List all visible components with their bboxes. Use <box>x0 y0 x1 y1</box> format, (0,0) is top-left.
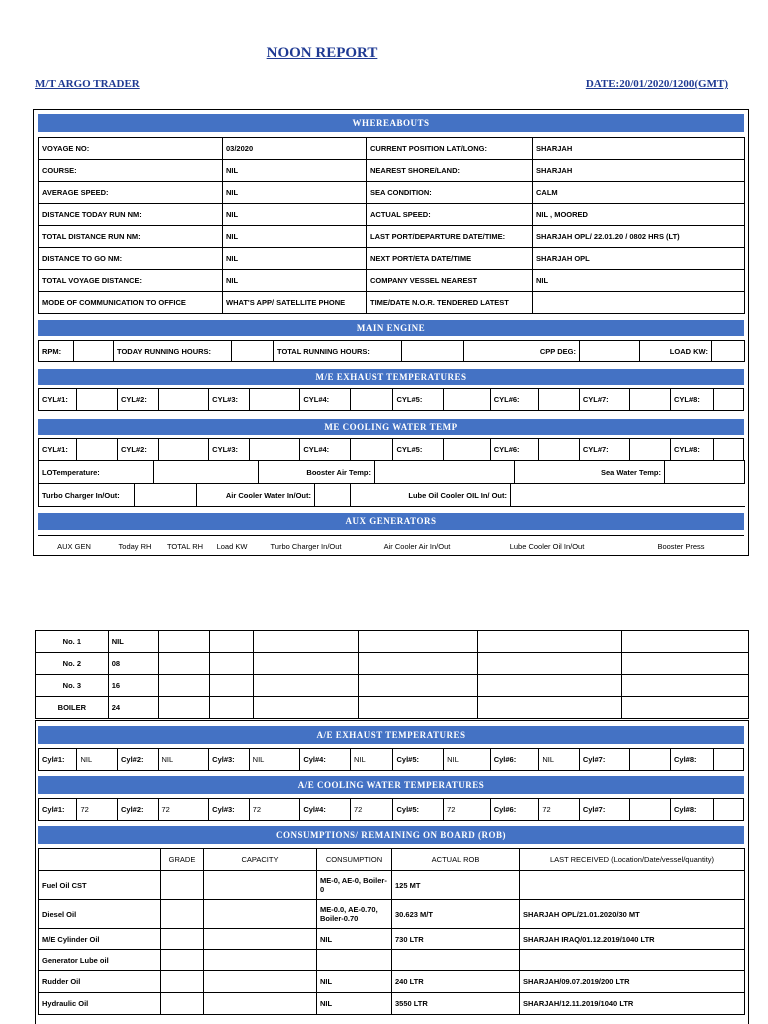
aux-gen-name: BOILER <box>36 697 109 719</box>
whereabouts-value[interactable]: SHARJAH OPL/ 22.01.20 / 0802 HRS (LT) <box>533 226 745 248</box>
me-exhaust-cyl-label: CYL#3: <box>209 389 250 411</box>
me-cooling-heading: ME COOLING WATER TEMP <box>38 419 744 435</box>
whereabouts-label: SEA CONDITION: <box>367 182 533 204</box>
aux-row <box>36 697 749 719</box>
me-cooling-cyl-value[interactable] <box>539 439 580 461</box>
me-cooling-cyl-value[interactable] <box>249 439 300 461</box>
ae-cooling-table <box>38 798 744 821</box>
me-exhaust-cyl-value[interactable] <box>350 389 393 411</box>
me-cooling-cyl-value[interactable] <box>444 439 491 461</box>
rob-item-name: Hydraulic Oil <box>39 993 161 1015</box>
rob-cell[interactable]: 730 LTR <box>392 929 520 950</box>
whereabouts-row <box>39 226 745 248</box>
aux-column-header: AUX GEN <box>38 536 110 557</box>
whereabouts-value[interactable]: 03/2020 <box>223 138 367 160</box>
aux-generators-heading: AUX GENERATORS <box>38 513 744 530</box>
lo-temperature-value[interactable] <box>154 461 259 484</box>
aux-cell[interactable] <box>254 697 359 719</box>
rob-cell[interactable]: SHARJAH IRAQ/01.12.2019/1040 LTR <box>520 929 745 950</box>
whereabouts-label: NEXT PORT/ETA DATE/TIME <box>367 248 533 270</box>
aux-column-header: Lube Cooler Oil In/Out <box>476 536 618 557</box>
me-load-label: LOAD KW: <box>640 341 712 362</box>
me-exhaust-table <box>38 388 744 411</box>
turbo-charger-label: Turbo Charger In/Out: <box>39 484 135 507</box>
rob-row <box>39 929 745 950</box>
ae-cooling-cyl-value[interactable]: 72 <box>350 799 393 821</box>
aux-cell[interactable] <box>209 675 253 697</box>
booster-air-temp-label: Booster Air Temp: <box>259 461 375 484</box>
rob-cell[interactable] <box>204 971 317 993</box>
rob-item-name: Fuel Oil CST <box>39 871 161 900</box>
me-rpm-label: RPM: <box>39 341 74 362</box>
me-today-hours-label: TODAY RUNNING HOURS: <box>114 341 232 362</box>
aux-cell[interactable] <box>478 653 621 675</box>
me-total-hours-label: TOTAL RUNNING HOURS: <box>274 341 402 362</box>
me-cooling-cyl-label: CYL#6: <box>490 439 539 461</box>
whereabouts-label: COURSE: <box>39 160 223 182</box>
me-exhaust-cyl-label: CYL#1: <box>39 389 77 411</box>
aux-cell[interactable]: 08 <box>108 653 158 675</box>
me-rpm-value[interactable] <box>74 341 114 362</box>
rob-cell[interactable] <box>317 950 392 971</box>
aux-cell[interactable] <box>621 675 748 697</box>
me-cooling-cyl-label: CYL#4: <box>300 439 351 461</box>
rob-row <box>39 950 745 971</box>
ae-exhaust-table <box>38 748 744 771</box>
aux-cell[interactable] <box>159 697 209 719</box>
aux-cell[interactable] <box>359 697 478 719</box>
aux-cell[interactable] <box>209 631 253 653</box>
me-cooling-cyl-label: CYL#3: <box>209 439 250 461</box>
me-exhaust-cyl-value[interactable] <box>77 389 118 411</box>
me-exhaust-cyl-value[interactable] <box>630 389 671 411</box>
rob-row <box>39 993 745 1015</box>
ae-exhaust-heading: A/E EXHAUST TEMPERATURES <box>38 726 744 744</box>
aux-column-header: Air Cooler Air In/Out <box>358 536 476 557</box>
whereabouts-row <box>39 292 745 314</box>
aux-column-header: Today RH <box>110 536 160 557</box>
rob-cell[interactable] <box>204 993 317 1015</box>
ae-cooling-cyl-label: Cyl#1: <box>39 799 77 821</box>
rob-cell[interactable]: SHARJAH/12.11.2019/1040 LTR <box>520 993 745 1015</box>
rob-cell[interactable] <box>520 871 745 900</box>
aux-cell[interactable] <box>254 653 359 675</box>
rob-cell[interactable]: 3550 LTR <box>392 993 520 1015</box>
ae-exhaust-cyl-label: Cyl#8: <box>671 749 714 771</box>
booster-air-temp-value[interactable] <box>375 461 515 484</box>
aux-row <box>36 631 749 653</box>
rob-cell[interactable] <box>161 950 204 971</box>
ae-cooling-cyl-value[interactable]: 72 <box>539 799 580 821</box>
ae-cooling-cyl-label: Cyl#5: <box>393 799 444 821</box>
me-coolers-table <box>38 483 745 507</box>
me-load-value[interactable] <box>712 341 745 362</box>
ae-cooling-cyl-value[interactable] <box>713 799 743 821</box>
ae-exhaust-cyl-value[interactable] <box>713 749 743 771</box>
ae-cooling-cyl-value[interactable] <box>630 799 671 821</box>
aux-column-header: TOTAL RH <box>160 536 210 557</box>
me-exhaust-heading: M/E EXHAUST TEMPERATURES <box>38 369 744 385</box>
whereabouts-row <box>39 138 745 160</box>
whereabouts-value[interactable]: SHARJAH OPL <box>533 248 745 270</box>
rob-heading: CONSUMPTIONS/ REMAINING ON BOARD (ROB) <box>38 826 744 844</box>
me-cooling-cyl-value[interactable] <box>713 439 743 461</box>
me-cooling-cyl-value[interactable] <box>77 439 118 461</box>
rob-cell[interactable]: NIL <box>317 993 392 1015</box>
whereabouts-label: MODE OF COMMUNICATION TO OFFICE <box>39 292 223 314</box>
rob-row <box>39 900 745 929</box>
aux-column-header: Load KW <box>210 536 254 557</box>
me-exhaust-cyl-value[interactable] <box>539 389 580 411</box>
whereabouts-label: COMPANY VESSEL NEAREST <box>367 270 533 292</box>
me-temps-table <box>38 460 745 484</box>
whereabouts-label: TOTAL VOYAGE DISTANCE: <box>39 270 223 292</box>
ae-exhaust-cyl-label: Cyl#3: <box>209 749 250 771</box>
me-cooling-cyl-label: CYL#5: <box>393 439 444 461</box>
whereabouts-label: ACTUAL SPEED: <box>367 204 533 226</box>
rob-column-header: GRADE <box>161 849 204 871</box>
me-exhaust-cyl-label: CYL#5: <box>393 389 444 411</box>
aux-gen-name: No. 3 <box>36 675 109 697</box>
whereabouts-label: DISTANCE TODAY RUN NM: <box>39 204 223 226</box>
ae-cooling-cyl-value[interactable]: 72 <box>77 799 118 821</box>
whereabouts-heading: WHEREABOUTS <box>38 114 744 132</box>
whereabouts-label: LAST PORT/DEPARTURE DATE/TIME: <box>367 226 533 248</box>
ae-cooling-cyl-label: Cyl#3: <box>209 799 250 821</box>
air-cooler-water-value[interactable] <box>315 484 351 507</box>
me-exhaust-cyl-value[interactable] <box>249 389 300 411</box>
aux-cell[interactable] <box>478 697 621 719</box>
me-cooling-cyl-value[interactable] <box>630 439 671 461</box>
report-title: NOON REPORT <box>266 45 378 61</box>
aux-cell[interactable] <box>254 675 359 697</box>
rob-cell[interactable] <box>204 950 317 971</box>
whereabouts-label: AVERAGE SPEED: <box>39 182 223 204</box>
whereabouts-row <box>39 270 745 292</box>
whereabouts-row <box>39 204 745 226</box>
rob-cell[interactable]: SHARJAH/09.07.2019/200 LTR <box>520 971 745 993</box>
aux-cell[interactable] <box>621 697 748 719</box>
rob-cell[interactable] <box>520 950 745 971</box>
sea-water-temp-value[interactable] <box>665 461 745 484</box>
ae-exhaust-cyl-value[interactable]: NIL <box>444 749 491 771</box>
me-cpp-label: CPP DEG: <box>464 341 580 362</box>
ae-exhaust-cyl-value[interactable] <box>630 749 671 771</box>
whereabouts-value[interactable]: NIL <box>223 182 367 204</box>
whereabouts-value[interactable]: NIL <box>223 160 367 182</box>
rob-column-header <box>39 849 161 871</box>
aux-row <box>36 653 749 675</box>
rob-cell[interactable] <box>204 900 317 929</box>
me-total-hours-value[interactable] <box>402 341 464 362</box>
whereabouts-label: TOTAL DISTANCE RUN NM: <box>39 226 223 248</box>
me-cooling-table <box>38 438 744 461</box>
whereabouts-value[interactable]: SHARJAH <box>533 138 745 160</box>
me-exhaust-cyl-value[interactable] <box>713 389 743 411</box>
rob-cell[interactable] <box>161 871 204 900</box>
whereabouts-label: CURRENT POSITION LAT/LONG: <box>367 138 533 160</box>
aux-cell[interactable] <box>621 653 748 675</box>
ae-exhaust-cyl-label: Cyl#1: <box>39 749 77 771</box>
rob-cell[interactable] <box>161 929 204 950</box>
rob-column-header: CONSUMPTION <box>317 849 392 871</box>
whereabouts-value[interactable]: NIL , MOORED <box>533 204 745 226</box>
aux-cell[interactable] <box>359 653 478 675</box>
whereabouts-label: TIME/DATE N.O.R. TENDERED LATEST <box>367 292 533 314</box>
vessel-name: M/T ARGO TRADER <box>35 78 140 90</box>
air-cooler-water-label: Air Cooler Water In/Out: <box>197 484 315 507</box>
ae-exhaust-cyl-label: Cyl#6: <box>490 749 539 771</box>
ae-exhaust-cyl-value[interactable]: NIL <box>249 749 300 771</box>
whereabouts-value[interactable]: NIL <box>223 270 367 292</box>
whereabouts-label: VOYAGE NO: <box>39 138 223 160</box>
ae-cooling-cyl-label: Cyl#6: <box>490 799 539 821</box>
main-engine-heading: MAIN ENGINE <box>38 320 744 336</box>
ae-exhaust-cyl-value[interactable]: NIL <box>77 749 118 771</box>
ae-cooling-cyl-label: Cyl#4: <box>300 799 351 821</box>
whereabouts-label: NEAREST SHORE/LAND: <box>367 160 533 182</box>
ae-exhaust-cyl-value[interactable]: NIL <box>158 749 209 771</box>
whereabouts-value[interactable]: NIL <box>533 270 745 292</box>
whereabouts-value[interactable]: NIL <box>223 204 367 226</box>
main-engine-table <box>38 340 745 362</box>
rob-item-name: Generator Lube oil <box>39 950 161 971</box>
lube-oil-cooler-value[interactable] <box>511 484 745 507</box>
aux-cell[interactable]: 16 <box>108 675 158 697</box>
me-cooling-cyl-value[interactable] <box>350 439 393 461</box>
aux-cell[interactable] <box>478 631 621 653</box>
ae-cooling-cyl-value[interactable]: 72 <box>444 799 491 821</box>
ae-exhaust-cyl-label: Cyl#2: <box>118 749 159 771</box>
rob-cell[interactable]: ME-0.0, AE-0.70, Boiler-0.70 <box>317 900 392 929</box>
me-cooling-cyl-label: CYL#8: <box>671 439 714 461</box>
aux-header-table <box>38 535 744 557</box>
aux-cell[interactable] <box>159 631 209 653</box>
ae-exhaust-cyl-label: Cyl#7: <box>579 749 630 771</box>
me-cooling-cyl-label: CYL#7: <box>579 439 630 461</box>
lo-temperature-label: LOTemperature: <box>39 461 154 484</box>
rob-cell[interactable]: 30.623 M/T <box>392 900 520 929</box>
me-exhaust-cyl-value[interactable] <box>444 389 491 411</box>
turbo-charger-value[interactable] <box>135 484 197 507</box>
ae-cooling-cyl-label: Cyl#7: <box>579 799 630 821</box>
aux-column-header: Booster Press <box>618 536 744 557</box>
rob-cell[interactable] <box>161 971 204 993</box>
rob-column-header: CAPACITY <box>204 849 317 871</box>
lube-oil-cooler-label: Lube Oil Cooler OIL In/ Out: <box>351 484 511 507</box>
whereabouts-row <box>39 182 745 204</box>
ae-exhaust-cyl-value[interactable]: NIL <box>539 749 580 771</box>
ae-exhaust-cyl-label: Cyl#5: <box>393 749 444 771</box>
aux-cell[interactable] <box>359 675 478 697</box>
aux-cell[interactable] <box>159 653 209 675</box>
ae-cooling-cyl-value[interactable]: 72 <box>158 799 209 821</box>
rob-item-name: Diesel Oil <box>39 900 161 929</box>
aux-rows-table <box>35 630 749 719</box>
rob-cell[interactable] <box>161 993 204 1015</box>
me-exhaust-cyl-label: CYL#6: <box>490 389 539 411</box>
ae-exhaust-cyl-value[interactable]: NIL <box>350 749 393 771</box>
whereabouts-row <box>39 160 745 182</box>
me-cooling-cyl-value[interactable] <box>158 439 209 461</box>
whereabouts-value[interactable] <box>533 292 745 314</box>
sea-water-temp-label: Sea Water Temp: <box>515 461 665 484</box>
aux-cell[interactable] <box>159 675 209 697</box>
aux-row <box>36 675 749 697</box>
rob-column-header: LAST RECEIVED (Location/Date/vessel/quantity) <box>520 849 745 871</box>
rob-cell[interactable] <box>204 871 317 900</box>
rob-table <box>38 848 745 1015</box>
rob-row <box>39 871 745 900</box>
aux-cell[interactable] <box>359 631 478 653</box>
aux-cell[interactable]: NIL <box>108 631 158 653</box>
report-date: DATE:20/01/2020/1200(GMT) <box>585 78 728 90</box>
me-cooling-cyl-label: CYL#1: <box>39 439 77 461</box>
whereabouts-label: DISTANCE TO GO NM: <box>39 248 223 270</box>
whereabouts-value[interactable]: CALM <box>533 182 745 204</box>
ae-cooling-cyl-label: Cyl#8: <box>671 799 714 821</box>
rob-cell[interactable]: ME-0, AE-0, Boiler-0 <box>317 871 392 900</box>
me-cpp-value[interactable] <box>580 341 640 362</box>
me-exhaust-cyl-label: CYL#2: <box>118 389 159 411</box>
rob-row <box>39 971 745 993</box>
aux-cell[interactable] <box>621 631 748 653</box>
rob-column-header: ACTUAL ROB <box>392 849 520 871</box>
me-exhaust-cyl-label: CYL#7: <box>579 389 630 411</box>
ae-exhaust-cyl-label: Cyl#4: <box>300 749 351 771</box>
aux-cell[interactable] <box>209 653 253 675</box>
aux-gen-name: No. 2 <box>36 653 109 675</box>
aux-cell[interactable] <box>209 697 253 719</box>
rob-cell[interactable]: 125 MT <box>392 871 520 900</box>
aux-cell[interactable] <box>478 675 621 697</box>
rob-item-name: Rudder Oil <box>39 971 161 993</box>
aux-cell[interactable] <box>254 631 359 653</box>
whereabouts-value[interactable]: SHARJAH <box>533 160 745 182</box>
whereabouts-value[interactable]: NIL <box>223 248 367 270</box>
me-exhaust-cyl-label: CYL#8: <box>671 389 714 411</box>
rob-cell[interactable]: SHARJAH OPL/21.01.2020/30 MT <box>520 900 745 929</box>
whereabouts-value[interactable]: NIL <box>223 226 367 248</box>
aux-cell[interactable]: 24 <box>108 697 158 719</box>
me-exhaust-cyl-label: CYL#4: <box>300 389 351 411</box>
rob-cell[interactable]: NIL <box>317 971 392 993</box>
ae-cooling-heading: A/E COOLING WATER TEMPERATURES <box>38 776 744 794</box>
ae-cooling-cyl-label: Cyl#2: <box>118 799 159 821</box>
whereabouts-table <box>38 137 745 314</box>
rob-header-row <box>39 849 745 871</box>
rob-cell[interactable] <box>161 900 204 929</box>
rob-cell[interactable]: NIL <box>317 929 392 950</box>
aux-gen-name: No. 1 <box>36 631 109 653</box>
me-cooling-cyl-label: CYL#2: <box>118 439 159 461</box>
me-exhaust-cyl-value[interactable] <box>158 389 209 411</box>
me-today-hours-value[interactable] <box>232 341 274 362</box>
whereabouts-row <box>39 248 745 270</box>
rob-item-name: M/E Cylinder Oil <box>39 929 161 950</box>
aux-column-header: Turbo Charger In/Out <box>254 536 358 557</box>
whereabouts-value[interactable]: WHAT'S APP/ SATELLITE PHONE <box>223 292 367 314</box>
rob-cell[interactable] <box>392 950 520 971</box>
rob-cell[interactable]: 240 LTR <box>392 971 520 993</box>
rob-cell[interactable] <box>204 929 317 950</box>
ae-cooling-cyl-value[interactable]: 72 <box>249 799 300 821</box>
